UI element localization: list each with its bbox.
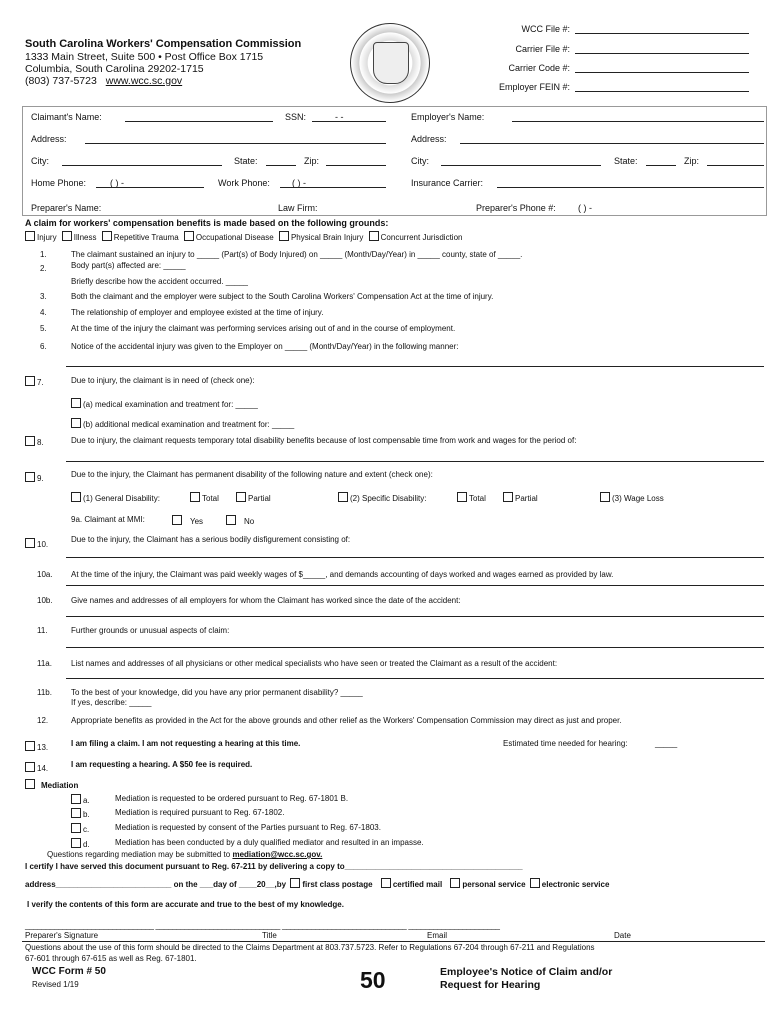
claimant-city-field[interactable] <box>62 165 222 166</box>
general-total-label: Total <box>202 494 219 503</box>
claimant-state-label: State: <box>234 156 258 166</box>
footer-questions-2: 67-601 through 67-615 as well as Reg. 67-1801. <box>25 954 197 963</box>
item-7b-row <box>71 418 294 429</box>
employer-city-field[interactable] <box>441 165 601 166</box>
item-12-text: Appropriate benefits as provided in the Act for the above grounds and other relief as the Workers' Compensation Commission may direct as just and proper. <box>71 716 622 725</box>
item-10a-answer-line[interactable] <box>66 585 764 586</box>
general-total-row <box>190 492 219 503</box>
mediation-a-checkbox[interactable] <box>71 794 81 804</box>
form-number: WCC Form # 50 <box>32 966 106 977</box>
mmi-no-label: No <box>244 517 255 526</box>
repetitive-trauma-checkbox[interactable] <box>102 231 112 241</box>
mediation-b-checkbox[interactable] <box>71 808 81 818</box>
specific-disability-row <box>338 492 426 503</box>
injury-label: Injury <box>37 233 57 242</box>
item-3-number: 3. <box>40 292 47 301</box>
verify-statement: I verify the contents of this form are accurate and true to the best of my knowledge. <box>27 900 344 909</box>
ssn-field[interactable] <box>312 121 386 122</box>
date-label: Date <box>614 931 631 940</box>
preparer-signature-label: Preparer's Signature <box>25 931 99 940</box>
insurance-carrier-field[interactable] <box>497 187 764 188</box>
employer-fein-field[interactable] <box>575 91 749 92</box>
claimant-name-field[interactable] <box>125 121 273 122</box>
mediation-d-row <box>71 838 90 849</box>
item-4-number: 4. <box>40 308 47 317</box>
item-10a-number: 10a. <box>37 570 53 579</box>
mediation-c-row <box>71 823 89 834</box>
item-9-number: 9. <box>37 474 44 483</box>
agency-address-2: Columbia, South Carolina 29202-1715 <box>25 63 204 75</box>
item-8-text: Due to injury, the claimant requests temporary total disability benefits because of lost compensable time from work and wages for the period of: <box>71 436 577 445</box>
item-8-answer-line[interactable] <box>66 461 764 462</box>
item-2-description: Briefly describe how the accident occurred. _____ <box>71 277 248 286</box>
general-disability-checkbox[interactable] <box>71 492 81 502</box>
item-7a-row <box>71 398 258 409</box>
mediation-questions <box>47 850 322 859</box>
mediation-a-text: Mediation is requested to be ordered pursuant to Reg. 67-1801 B. <box>115 794 349 803</box>
item-9a-label: 9a. Claimant at MMI: <box>71 515 145 524</box>
claim-type-row <box>25 231 462 242</box>
work-phone-field[interactable] <box>280 187 386 188</box>
mediation-checkbox[interactable] <box>25 779 35 789</box>
wage-loss-row <box>600 492 664 503</box>
item-6-answer-line[interactable] <box>66 366 764 367</box>
mmi-yes-row <box>172 515 203 526</box>
signature-blanks[interactable]: _______________________________ ______________________________ ______________________________ ______________________ <box>25 921 500 930</box>
employer-address-field[interactable] <box>460 143 764 144</box>
wage-loss-label: (3) Wage Loss <box>612 494 664 503</box>
mmi-yes-checkbox[interactable] <box>172 515 182 525</box>
claimant-zip-label: Zip: <box>304 156 320 166</box>
specific-disability-label: (2) Specific Disability: <box>350 494 427 503</box>
item-11b-number: 11b. <box>37 688 52 697</box>
electronic-service-checkbox[interactable] <box>530 878 540 888</box>
item-9-checkbox-row <box>25 472 44 483</box>
item-7-checkbox-row <box>25 376 44 387</box>
ssn-label: SSN: <box>285 112 307 122</box>
form-big-number: 50 <box>360 967 386 993</box>
item-4-text: The relationship of employer and employee existed at the time of injury. <box>71 308 324 317</box>
claimant-state-field[interactable] <box>266 165 296 166</box>
repetitive-trauma-label: Repetitive Trauma <box>113 233 179 242</box>
general-disability-row <box>71 492 160 503</box>
specific-disability-checkbox[interactable] <box>338 492 348 502</box>
mediation-title: Mediation <box>41 781 79 790</box>
item-9-checkbox[interactable] <box>25 472 35 482</box>
item-14-checkbox[interactable] <box>25 762 35 772</box>
employer-city-label: City: <box>411 156 429 166</box>
employer-zip-field[interactable] <box>707 165 764 166</box>
home-phone-label: Home Phone: <box>31 178 87 188</box>
item-10-checkbox-row <box>25 538 48 549</box>
mediation-row <box>25 779 78 790</box>
mediation-c-letter: c. <box>83 825 90 834</box>
item-13-checkbox-row <box>25 741 48 752</box>
mediation-d-text: Mediation has been conducted by a duly qualified mediator and resulted in an impasse. <box>115 838 424 847</box>
item-14-checkbox-row <box>25 762 48 773</box>
carrier-code-field[interactable] <box>575 72 749 73</box>
agency-phone: (803) 737-5723 <box>25 75 97 87</box>
mmi-yes-label: Yes <box>190 517 204 526</box>
item-3-text: Both the claimant and the employer were subject to the South Carolina Workers' Compensation Act at the time of injury. <box>71 292 494 301</box>
employer-state-field[interactable] <box>646 165 676 166</box>
item-6-number: 6. <box>40 342 47 351</box>
item-10-answer-line[interactable] <box>66 557 764 558</box>
employer-address-label: Address: <box>411 134 447 144</box>
agency-website-link[interactable]: www.wcc.sc.gov <box>105 75 183 87</box>
general-partial-row <box>236 492 271 503</box>
personal-service-label: personal service <box>462 880 526 889</box>
item-7-number: 7. <box>37 378 44 387</box>
preparer-phone-format: ( ) - <box>578 203 592 213</box>
certify-service-line: I certify I have served this document pursuant to Reg. 67-211 by delivering a copy to________________________________________ <box>25 862 523 871</box>
certified-mail-checkbox[interactable] <box>381 878 391 888</box>
wcc-file-field[interactable] <box>575 33 749 34</box>
item-1-number: 1. <box>40 250 47 259</box>
form-title-2: Request for Hearing <box>440 979 541 991</box>
item-11-number: 11. <box>37 626 48 635</box>
mediation-a-row <box>71 794 90 805</box>
mediation-b-row <box>71 808 90 819</box>
physical-brain-injury-label: Physical Brain Injury <box>290 233 364 242</box>
item-10b-number: 10b. <box>37 596 53 605</box>
employer-name-field[interactable] <box>512 121 764 122</box>
item-7-checkbox[interactable] <box>25 376 35 386</box>
mmi-no-checkbox[interactable] <box>226 515 236 525</box>
claimant-city-label: City: <box>31 156 49 166</box>
physical-brain-injury-checkbox[interactable] <box>279 231 289 241</box>
item-1-text: The claimant sustained an injury to _____ (Part(s) of Body Injured) on _____ (Month/Day/Year) in _____ county, state of _____. <box>71 250 523 259</box>
general-total-checkbox[interactable] <box>190 492 200 502</box>
item-8-checkbox[interactable] <box>25 436 35 446</box>
employer-state-label: State: <box>614 156 638 166</box>
item-10-checkbox[interactable] <box>25 538 35 548</box>
item-11a-text: List names and addresses of all physicians or other medical specialists who have seen or treated the Claimant as a result of the accident: <box>71 659 558 668</box>
item-13-number: 13. <box>37 743 49 752</box>
item-14-number: 14. <box>37 764 49 773</box>
work-phone-label: Work Phone: <box>218 178 270 188</box>
item-5-number: 5. <box>40 324 47 333</box>
item-11a-answer-line[interactable] <box>66 678 764 679</box>
general-partial-checkbox[interactable] <box>236 492 246 502</box>
preparer-name-label: Preparer's Name: <box>31 203 102 213</box>
item-11a-number: 11a. <box>37 659 52 668</box>
injury-checkbox[interactable] <box>25 231 35 241</box>
illness-checkbox[interactable] <box>62 231 72 241</box>
specific-partial-row <box>503 492 538 503</box>
employer-zip-label: Zip: <box>684 156 700 166</box>
form-title-1: Employee's Notice of Claim and/or <box>440 966 613 978</box>
item-6-text: Notice of the accidental injury was given to the Employer on _____ (Month/Day/Year) in the following manner: <box>71 342 459 351</box>
occupational-disease-label: Occupational Disease <box>195 233 274 242</box>
item-14-text: I am requesting a hearing. A $50 fee is required. <box>71 760 253 769</box>
carrier-file-label: Carrier File #: <box>515 44 570 54</box>
email-label: Email <box>427 931 448 940</box>
specific-total-checkbox[interactable] <box>457 492 467 502</box>
home-phone-format: ( ) - <box>110 178 124 188</box>
first-class-label: first class postage <box>302 880 373 889</box>
carrier-code-label: Carrier Code #: <box>508 63 570 73</box>
law-firm-label: Law Firm: <box>278 203 318 213</box>
claimant-address-label: Address: <box>31 134 67 144</box>
general-partial-label: Partial <box>248 494 271 503</box>
agency-address-1: 1333 Main Street, Suite 500 • Post Office Box 1715 <box>25 51 264 63</box>
revised-date: Revised 1/19 <box>32 980 79 989</box>
item-10a-text: At the time of the injury, the Claimant was paid weekly wages of $_____, and demands accounting of days worked and wages earned as provided by law. <box>71 570 614 579</box>
item-13-text: I am filing a claim. I am not requesting a hearing at this time. <box>71 739 301 748</box>
party-info-box <box>22 106 767 216</box>
ssn-format: - - <box>335 112 344 122</box>
mediation-b-letter: b. <box>83 810 90 819</box>
title-label: Title <box>262 931 277 940</box>
mediation-c-checkbox[interactable] <box>71 823 81 833</box>
footer-questions: Questions about the use of this form should be directed to the Claims Department at 803.737.5723. Refer to Regulations 67-204 through 67-211 and Regulations <box>25 943 595 952</box>
employer-name-label: Employer's Name: <box>411 112 485 122</box>
work-phone-format: ( ) - <box>292 178 306 188</box>
wage-loss-checkbox[interactable] <box>600 492 610 502</box>
item-2-number: 2. <box>40 264 47 273</box>
item-7a-checkbox[interactable] <box>71 398 81 408</box>
illness-label: Illness <box>73 233 97 242</box>
mediation-a-letter: a. <box>83 796 90 805</box>
item-8-checkbox-row <box>25 436 44 447</box>
hearing-time-label: Estimated time needed for hearing: <box>503 739 628 748</box>
hearing-time-field[interactable]: _____ <box>655 739 678 748</box>
item-2-text: Body part(s) affected are: _____ <box>71 261 186 270</box>
home-phone-field[interactable] <box>96 187 204 188</box>
item-10-number: 10. <box>37 540 49 549</box>
mediation-d-checkbox[interactable] <box>71 838 81 848</box>
concurrent-jurisdiction-label: Concurrent Jurisdiction <box>380 233 463 242</box>
claimant-address-field[interactable] <box>85 143 386 144</box>
personal-service-checkbox[interactable] <box>450 878 460 888</box>
state-seal-icon <box>350 23 430 103</box>
certified-mail-label: certified mail <box>392 880 443 889</box>
mediation-email-link[interactable]: mediation@wcc.sc.gov. <box>232 850 323 859</box>
item-11b-text: To the best of your knowledge, did you have any prior permanent disability? _____ <box>71 688 363 697</box>
item-10-text: Due to the injury, the Claimant has a serious bodily disfigurement consisting of: <box>71 535 351 544</box>
item-12-number: 12. <box>37 716 49 725</box>
general-disability-label: (1) General Disability: <box>83 494 160 503</box>
mediation-d-letter: d. <box>83 840 90 849</box>
item-7b-checkbox[interactable] <box>71 418 81 428</box>
specific-total-label: Total <box>469 494 486 503</box>
grounds-heading: A claim for workers' compensation benefits is made based on the following grounds: <box>25 218 389 228</box>
preparer-phone-label: Preparer's Phone #: <box>476 203 556 213</box>
item-11b-describe: If yes, describe: _____ <box>71 698 152 707</box>
concurrent-jurisdiction-checkbox[interactable] <box>369 231 379 241</box>
claimant-name-label: Claimant's Name: <box>31 112 102 122</box>
mediation-questions-text: Questions regarding mediation may be submitted to <box>47 850 231 859</box>
specific-partial-label: Partial <box>515 494 538 503</box>
item-8-number: 8. <box>37 438 44 447</box>
item-11-answer-line[interactable] <box>66 647 764 648</box>
electronic-service-label: electronic service <box>541 880 610 889</box>
specific-partial-checkbox[interactable] <box>503 492 513 502</box>
item-11-text: Further grounds or unusual aspects of claim: <box>71 626 230 635</box>
occupational-disease-checkbox[interactable] <box>184 231 194 241</box>
item-13-checkbox[interactable] <box>25 741 35 751</box>
agency-contact <box>25 75 182 87</box>
claimant-zip-field[interactable] <box>326 165 386 166</box>
carrier-file-field[interactable] <box>575 53 749 54</box>
item-7-text: Due to injury, the claimant is in need of (check one): <box>71 376 255 385</box>
item-9-text: Due to the injury, the Claimant has permanent disability of the following nature and extent (check one): <box>71 470 433 479</box>
item-7b-text: (b) additional medical examination and treatment for: _____ <box>83 420 295 429</box>
certify-service-address <box>25 878 609 889</box>
specific-total-row <box>457 492 486 503</box>
item-7a-text: (a) medical examination and treatment for: _____ <box>83 400 258 409</box>
mediation-c-text: Mediation is requested by consent of the Parties pursuant to Reg. 67-1803. <box>115 823 381 832</box>
mmi-no-row <box>226 515 254 526</box>
first-class-checkbox[interactable] <box>290 878 300 888</box>
footer-divider <box>22 941 765 942</box>
agency-name: South Carolina Workers' Compensation Commission <box>25 38 302 50</box>
item-10b-answer-line[interactable] <box>66 616 764 617</box>
item-10b-text: Give names and addresses of all employers for whom the Claimant has worked since the date of the accident: <box>71 596 461 605</box>
mediation-b-text: Mediation is required pursuant to Reg. 67-1802. <box>115 808 285 817</box>
employer-fein-label: Employer FEIN #: <box>498 82 570 92</box>
certify-address-text: address__________________________ on the ___day of ____20__,by <box>25 880 287 889</box>
item-5-text: At the time of the injury the claimant was performing services arising out of and in the course of employment. <box>71 324 456 333</box>
insurance-carrier-label: Insurance Carrier: <box>411 178 484 188</box>
wcc-file-label: WCC File #: <box>521 24 570 34</box>
